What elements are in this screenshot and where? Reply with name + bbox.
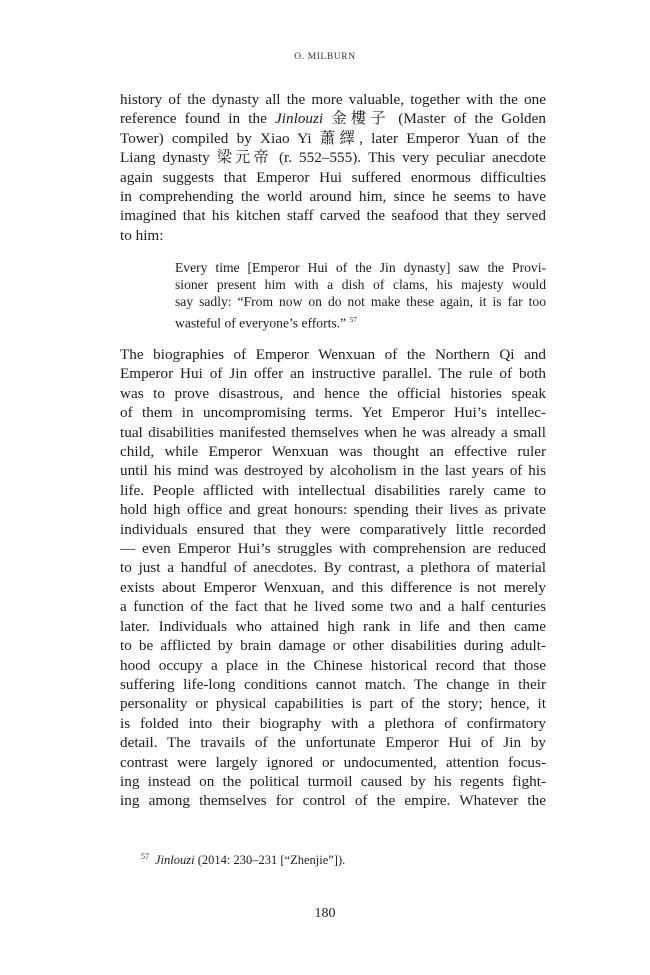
footnote-number: 57 bbox=[141, 852, 149, 861]
quote-line: say sadly: “From now on do not make these again, it is far too bbox=[175, 294, 546, 310]
text-line: of them in uncompromising terms. Yet Emperor Hui’s intellec- bbox=[120, 404, 546, 422]
text-line: — even Emperor Hui’s struggles with comprehension are reduced bbox=[120, 540, 546, 558]
text-line: exists about Emperor Wenxuan, and this difference is not merely bbox=[120, 578, 546, 596]
text-line: Liang dynasty 梁元帝 (r. 552–555). This very peculiar anecdote bbox=[120, 149, 546, 167]
work-title: Jinlouzi bbox=[275, 110, 324, 128]
text-line: is folded into their biography with a plethora of confirmatory bbox=[120, 714, 546, 732]
text-line: until his mind was destroyed by alcoholism in the last years of his bbox=[120, 462, 546, 480]
text-line: to be afflicted by brain damage or other disabilities during adult- bbox=[120, 637, 546, 655]
text-line: detail. The travails of the unfortunate Emperor Hui of Jin by bbox=[120, 734, 546, 752]
footnote bbox=[141, 849, 345, 868]
text-line: imagined that his kitchen staff carved the seafood that they served bbox=[120, 207, 546, 225]
quote-line: Every time [Emperor Hui of the Jin dynasty] saw the Provi- bbox=[175, 260, 546, 275]
text-line: ing among themselves for control of the empire. Whatever the bbox=[120, 792, 546, 810]
quote-text: wasteful of everyone’s efforts.” bbox=[175, 315, 347, 331]
text-line: tual disabilities manifested themselves when he was already a small bbox=[120, 423, 546, 441]
text-line: individuals ensured that they were comparatively little recorded bbox=[120, 520, 546, 538]
page-number: 180 bbox=[314, 906, 336, 921]
text-line: a function of the fact that he lived some two and a half centuries bbox=[120, 598, 546, 616]
text-line: suffering life-long conditions cannot match. The change in their bbox=[120, 675, 546, 693]
text-line: personality or physical capabilities is part of the story; hence, it bbox=[120, 695, 546, 713]
text-line: Tower) compiled by Xiao Yi 蕭繹, later Emperor Yuan of the bbox=[120, 129, 546, 147]
running-head: O. MILBURN bbox=[294, 52, 356, 62]
text-line: life. People afflicted with intellectual disabilities rarely came to bbox=[120, 481, 546, 499]
text-line: contrast were largely ignored or undocumented, attention focus- bbox=[120, 753, 546, 771]
paragraph-2 bbox=[120, 345, 546, 811]
text-line: to him: bbox=[120, 226, 164, 244]
text-line: in comprehending the world around him, since he seems to have bbox=[120, 188, 546, 206]
text-line: history of the dynasty all the more valuable, together with the one bbox=[120, 91, 546, 108]
paragraph-1 bbox=[120, 90, 546, 245]
text-fragment: reference found in the bbox=[120, 110, 276, 128]
footnote-reference: 57 bbox=[349, 314, 358, 324]
text-line: Emperor Hui of Jin offer an instructive parallel. The rule of both bbox=[120, 365, 546, 383]
text-line-with-title bbox=[120, 109, 546, 128]
footnote-title: Jinlouzi bbox=[155, 853, 195, 868]
text-line: hold high office and great honours: spending their lives as private bbox=[120, 501, 546, 519]
text-line: child, while Emperor Wenxuan was thought an effective ruler bbox=[120, 443, 546, 461]
text-line: The biographies of Emperor Wenxuan of the Northern Qi and bbox=[120, 346, 546, 363]
quote-line: sioner present him with a dish of clams, his majesty would bbox=[175, 277, 546, 293]
text-line: later. Individuals who attained high rank in life and then came bbox=[120, 617, 546, 635]
block-quote bbox=[175, 259, 546, 331]
footnote-text: (2014: 230–231 [“Zhenjie”]). bbox=[194, 853, 346, 868]
text-line: to just a handful of anecdotes. By contrast, a plethora of material bbox=[120, 559, 546, 577]
text-line: ing instead on the political turmoil caused by his regents fight- bbox=[120, 772, 546, 790]
text-line: was to prove disastrous, and hence the official histories speak bbox=[120, 384, 546, 402]
text-fragment: 金樓子 (Master of the Golden bbox=[323, 110, 546, 128]
text-line: hood occupy a place in the Chinese historical record that those bbox=[120, 656, 546, 674]
text-line: again suggests that Emperor Hui suffered enormous difficulties bbox=[120, 168, 546, 186]
quote-line bbox=[175, 311, 546, 332]
